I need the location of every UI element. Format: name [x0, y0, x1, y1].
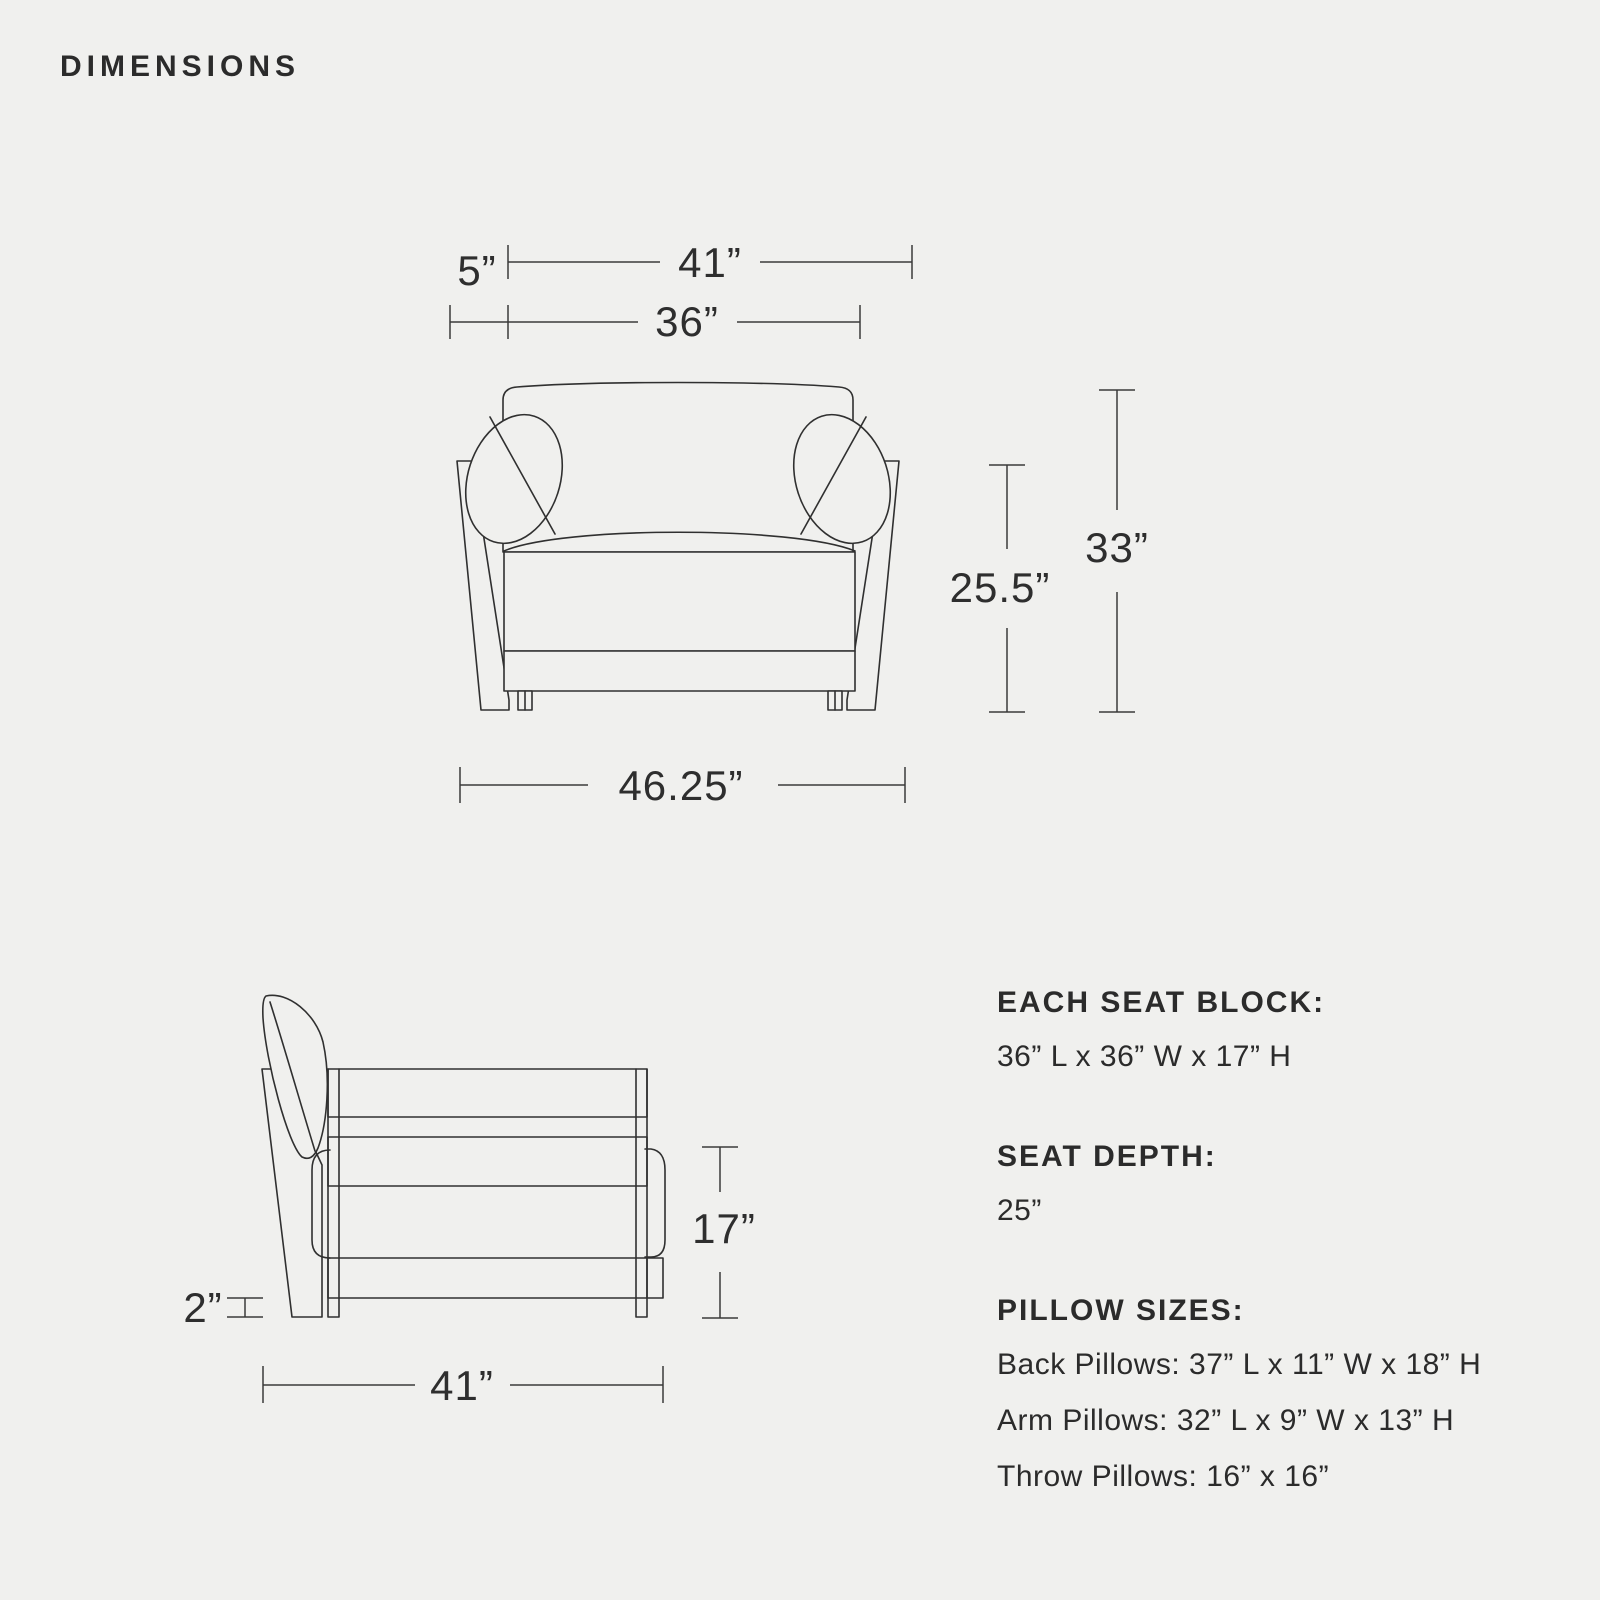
front-base-rail	[504, 651, 855, 691]
front-view-drawing	[450, 383, 906, 711]
dim-overall-height-label: 33”	[1085, 524, 1149, 571]
dim-seat-back-height-label: 25.5”	[949, 564, 1051, 611]
dim-overall-depth-label: 41”	[430, 1362, 494, 1409]
spec-value-throw-pillows: Throw Pillows: 16” x 16”	[997, 1460, 1330, 1493]
spec-heading-pillow-sizes: PILLOW SIZES:	[997, 1294, 1245, 1327]
spec-value-back-pillows: Back Pillows: 37” L x 11” W x 18” H	[997, 1348, 1482, 1381]
dim-seat-block-height	[692, 1147, 756, 1318]
dim-leg-height-label: 2”	[183, 1284, 223, 1331]
dim-leg-height	[183, 1284, 263, 1331]
dim-overall-depth	[263, 1362, 663, 1409]
front-seat-box	[504, 552, 855, 651]
side-seat-cushion-front-end	[645, 1149, 665, 1257]
spec-section-pillow-sizes	[997, 1292, 1557, 1496]
dim-seat-width	[450, 298, 860, 345]
page-title: DIMENSIONS	[60, 50, 301, 83]
spec-heading-seat-block: EACH SEAT BLOCK:	[997, 986, 1326, 1019]
side-front-post	[636, 1069, 647, 1317]
spec-heading-seat-depth: SEAT DEPTH:	[997, 1140, 1217, 1173]
dim-arm-width-label: 5”	[457, 247, 497, 294]
dim-arm-width	[457, 247, 496, 294]
spec-value-seat-block: 36” L x 36” W x 17” H	[997, 1040, 1292, 1073]
dim-overall-height	[1085, 390, 1149, 712]
dim-back-width-label: 41”	[678, 239, 742, 286]
spec-section-seat-depth	[997, 1138, 1557, 1230]
spec-value-arm-pillows: Arm Pillows: 32” L x 9” W x 13” H	[997, 1404, 1455, 1437]
side-view-drawing	[262, 995, 665, 1317]
specs-panel	[997, 984, 1557, 1514]
dim-overall-width	[460, 762, 905, 809]
spec-value-seat-depth: 25”	[997, 1194, 1042, 1227]
side-back-post	[328, 1069, 339, 1317]
dim-seat-block-height-label: 17”	[692, 1205, 756, 1252]
side-bottom-rail	[328, 1258, 647, 1298]
dim-seat-width-label: 36”	[655, 298, 719, 345]
dim-seat-back-height	[950, 465, 1051, 712]
dim-back-width	[508, 239, 912, 286]
side-base-front-end	[647, 1258, 663, 1298]
side-mid-rail	[328, 1137, 647, 1186]
dim-overall-width-label: 46.25”	[618, 762, 744, 809]
side-top-rail	[328, 1069, 647, 1117]
spec-section-seat-block	[997, 984, 1557, 1076]
